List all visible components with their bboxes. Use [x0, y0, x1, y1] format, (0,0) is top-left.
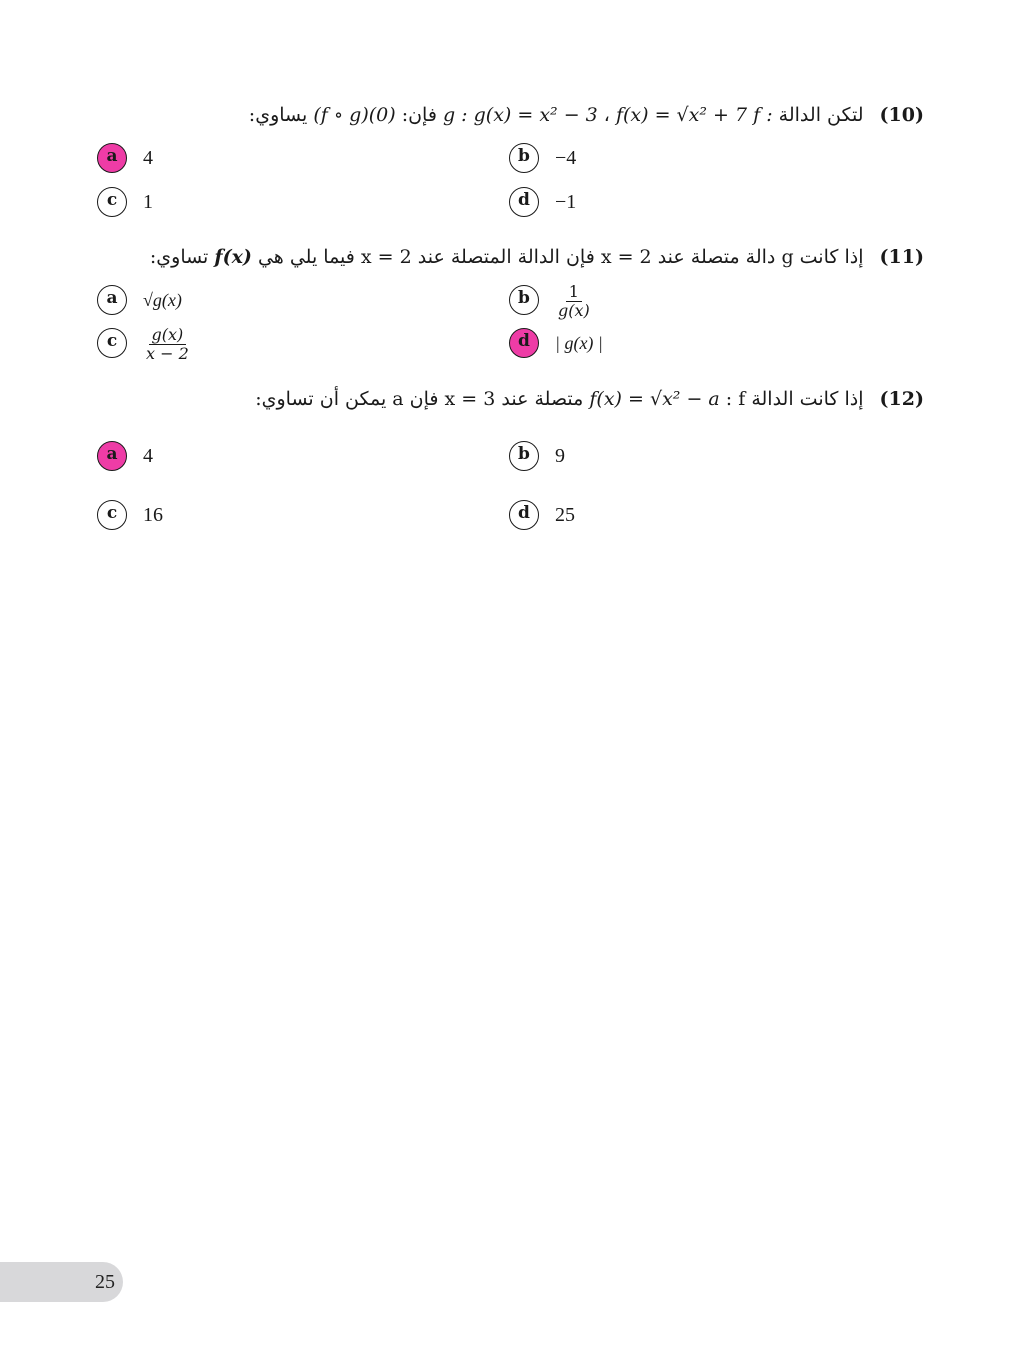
- option-value: 4: [143, 146, 153, 169]
- fraction-denominator: g(x): [558, 301, 590, 320]
- option-10-b[interactable]: [509, 141, 576, 175]
- separator: ،: [603, 104, 610, 126]
- question-text: إذا كانت الدالة f :: [725, 388, 864, 410]
- option-letter[interactable]: d: [509, 328, 539, 358]
- option-value: 9: [555, 444, 565, 467]
- fraction-numerator: g(x): [149, 326, 187, 345]
- question-text-end: تساوي:: [149, 246, 209, 268]
- option-12-a[interactable]: [97, 439, 153, 473]
- option-10-d[interactable]: [509, 185, 576, 219]
- function-var: f :: [753, 104, 773, 126]
- option-value: 4: [143, 444, 153, 467]
- option-letter[interactable]: a: [97, 285, 127, 315]
- option-10-c[interactable]: [97, 185, 153, 219]
- option-value: 16: [143, 503, 163, 526]
- option-letter[interactable]: d: [509, 500, 539, 530]
- option-10-a[interactable]: [97, 141, 153, 175]
- function-f: f(x) = √x² − a: [589, 388, 720, 410]
- option-letter[interactable]: c: [97, 187, 127, 217]
- question-number: (11): [879, 246, 924, 268]
- question-text: إذا كانت g دالة متصلة عند x = 2 فإن الدالة المتصلة عند x = 2 فيما يلي هي: [257, 246, 864, 268]
- question-10: [249, 102, 924, 128]
- function-fx: f(x): [214, 246, 252, 268]
- question-text-end: يساوي:: [248, 104, 308, 126]
- question-number: (12): [879, 388, 924, 410]
- composition: (f ∘ g)(0): [313, 104, 396, 126]
- fraction-denominator: x − 2: [146, 344, 189, 363]
- option-letter[interactable]: c: [97, 328, 127, 358]
- option-value-fraction: [143, 323, 192, 363]
- option-letter[interactable]: a: [97, 143, 127, 173]
- question-11: [150, 244, 924, 270]
- option-value: −4: [555, 146, 577, 169]
- fraction-numerator: 1: [566, 283, 582, 302]
- option-value: 25: [555, 503, 575, 526]
- option-letter[interactable]: a: [97, 441, 127, 471]
- function-f: f(x) = √x² + 7: [615, 104, 748, 126]
- option-value: 1: [143, 190, 153, 213]
- question-text-then: فإن:: [401, 104, 437, 126]
- question-text-mid: متصلة عند x = 3 فإن a يمكن أن تساوي:: [255, 388, 584, 410]
- option-letter[interactable]: b: [509, 143, 539, 173]
- page-number: 25: [95, 1270, 115, 1293]
- option-value-abs: | g(x) |: [555, 332, 603, 353]
- function-g: g : g(x) = x² − 3: [442, 104, 598, 126]
- option-11-d[interactable]: [509, 326, 603, 360]
- question-12: [255, 386, 924, 412]
- option-12-b[interactable]: [509, 439, 565, 473]
- option-value-fraction: [555, 280, 593, 320]
- option-12-c[interactable]: [97, 498, 163, 532]
- option-value-sqrt: √g(x): [143, 289, 182, 310]
- option-letter[interactable]: b: [509, 285, 539, 315]
- option-letter[interactable]: b: [509, 441, 539, 471]
- option-11-c[interactable]: [97, 325, 192, 363]
- option-letter[interactable]: c: [97, 500, 127, 530]
- option-value: −1: [555, 190, 577, 213]
- page-number-tab: [0, 1262, 123, 1302]
- option-11-b[interactable]: [509, 282, 593, 320]
- question-text: لتكن الدالة: [778, 104, 864, 126]
- question-number: (10): [879, 104, 924, 126]
- option-letter[interactable]: d: [509, 187, 539, 217]
- option-11-a[interactable]: [97, 283, 182, 317]
- option-12-d[interactable]: [509, 498, 575, 532]
